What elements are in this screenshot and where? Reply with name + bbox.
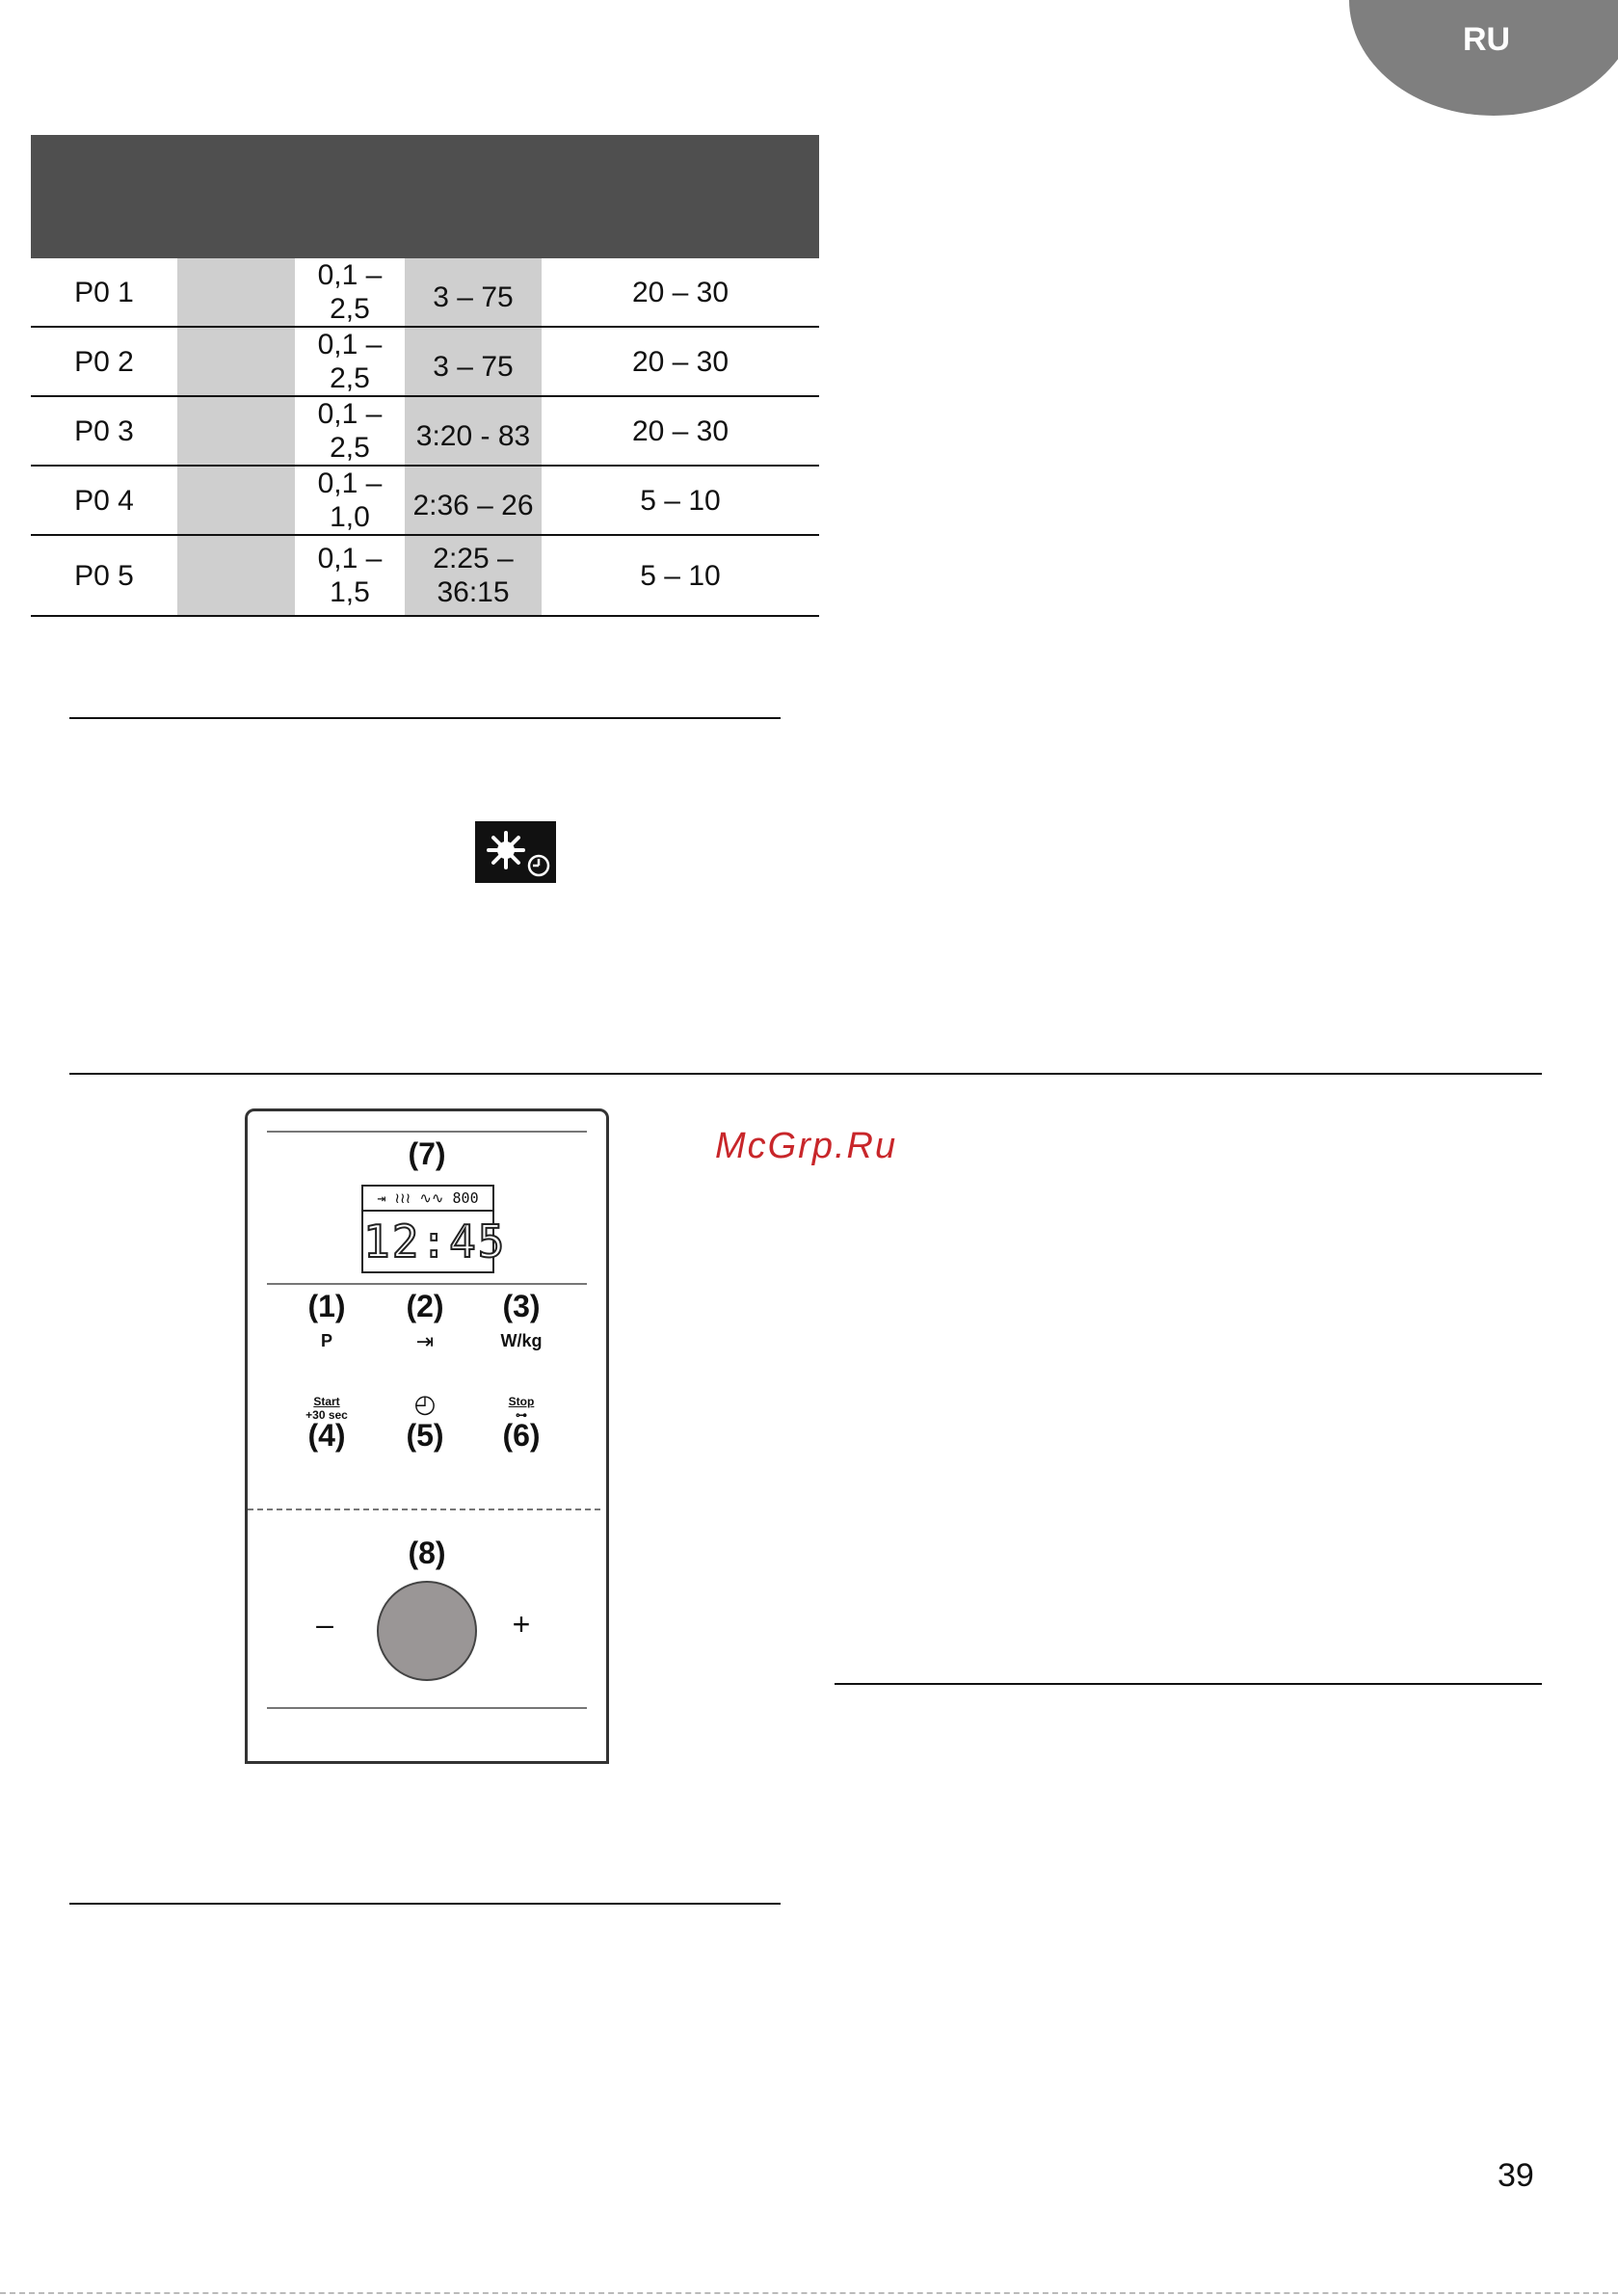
section-divider <box>835 1683 1542 1685</box>
button-3-number: (3) <box>502 1289 541 1323</box>
time-cell: 2:36 – 26 <box>405 467 542 534</box>
weight-cell: 0,1 – 1,0 <box>317 467 383 533</box>
standing-cell: 20 – 30 <box>631 276 729 308</box>
button-4-number: (4) <box>307 1418 346 1453</box>
dial-knob[interactable] <box>377 1581 477 1681</box>
plus-sign: + <box>512 1607 531 1642</box>
cook-time-button[interactable]: ⇥ <box>415 1329 435 1353</box>
clock-button[interactable]: ◴ <box>413 1389 437 1418</box>
time-cell: 2:25 – 36:15 <box>405 536 542 615</box>
program-cell: P0 1 <box>74 276 134 308</box>
standing-cell: 20 – 30 <box>631 345 729 378</box>
program-cell: P0 3 <box>74 414 134 447</box>
weight-cell: 0,1 – 2,5 <box>317 329 383 394</box>
display-label: (7) <box>408 1136 446 1171</box>
page-number: 39 <box>1498 2157 1534 2194</box>
empty-cell <box>177 328 295 395</box>
panel-line <box>267 1131 587 1133</box>
empty-cell <box>177 397 295 465</box>
table-row <box>31 328 819 397</box>
standing-cell: 5 – 10 <box>640 559 721 592</box>
program-cell: P0 5 <box>74 559 134 592</box>
knob-label: (8) <box>408 1535 446 1570</box>
lcd-indicators: ⇥ ≀≀≀ ∿∿ 800 <box>363 1187 492 1212</box>
stop-button[interactable]: Stop ⊶ <box>508 1395 535 1422</box>
section-divider <box>69 1903 781 1905</box>
dashed-separator <box>248 1508 600 1510</box>
table-row <box>31 397 819 467</box>
lcd-time: 12:45 <box>363 1215 507 1268</box>
minus-sign: – <box>316 1607 333 1642</box>
table-row <box>31 467 819 536</box>
time-cell: 3 – 75 <box>405 328 542 395</box>
table-header <box>31 135 819 258</box>
panel-line <box>267 1283 587 1285</box>
bottom-edge-line <box>0 2292 1618 2294</box>
button-5-number: (5) <box>406 1418 444 1453</box>
program-button[interactable]: P <box>320 1331 332 1350</box>
watermark: McGrp.Ru <box>715 1126 898 1166</box>
control-panel-diagram <box>245 1108 609 1764</box>
button-1-number: (1) <box>307 1289 346 1323</box>
standing-cell: 20 – 30 <box>631 414 729 447</box>
language-label: RU <box>1463 21 1511 58</box>
table-row <box>31 258 819 328</box>
weight-cell: 0,1 – 2,5 <box>317 259 383 325</box>
program-cell: P0 4 <box>74 484 134 517</box>
weight-button[interactable]: W/kg <box>500 1331 543 1350</box>
lcd-display <box>361 1185 507 1273</box>
empty-cell <box>177 258 295 326</box>
start-button[interactable]: Start +30 sec <box>305 1395 348 1422</box>
section-divider <box>69 717 781 719</box>
defrost-timer-icon <box>475 821 556 883</box>
weight-cell: 0,1 – 2,5 <box>317 398 383 464</box>
time-cell: 3 – 75 <box>405 258 542 326</box>
section-divider <box>69 1073 1542 1075</box>
table-row <box>31 536 819 617</box>
program-cell: P0 2 <box>74 345 134 378</box>
panel-line <box>267 1707 587 1709</box>
button-2-number: (2) <box>406 1289 444 1323</box>
empty-cell <box>177 536 295 615</box>
button-6-number: (6) <box>502 1418 541 1453</box>
empty-cell <box>177 467 295 534</box>
weight-cell: 0,1 – 1,5 <box>317 543 383 608</box>
standing-cell: 5 – 10 <box>640 484 721 517</box>
time-cell: 3:20 - 83 <box>405 397 542 465</box>
